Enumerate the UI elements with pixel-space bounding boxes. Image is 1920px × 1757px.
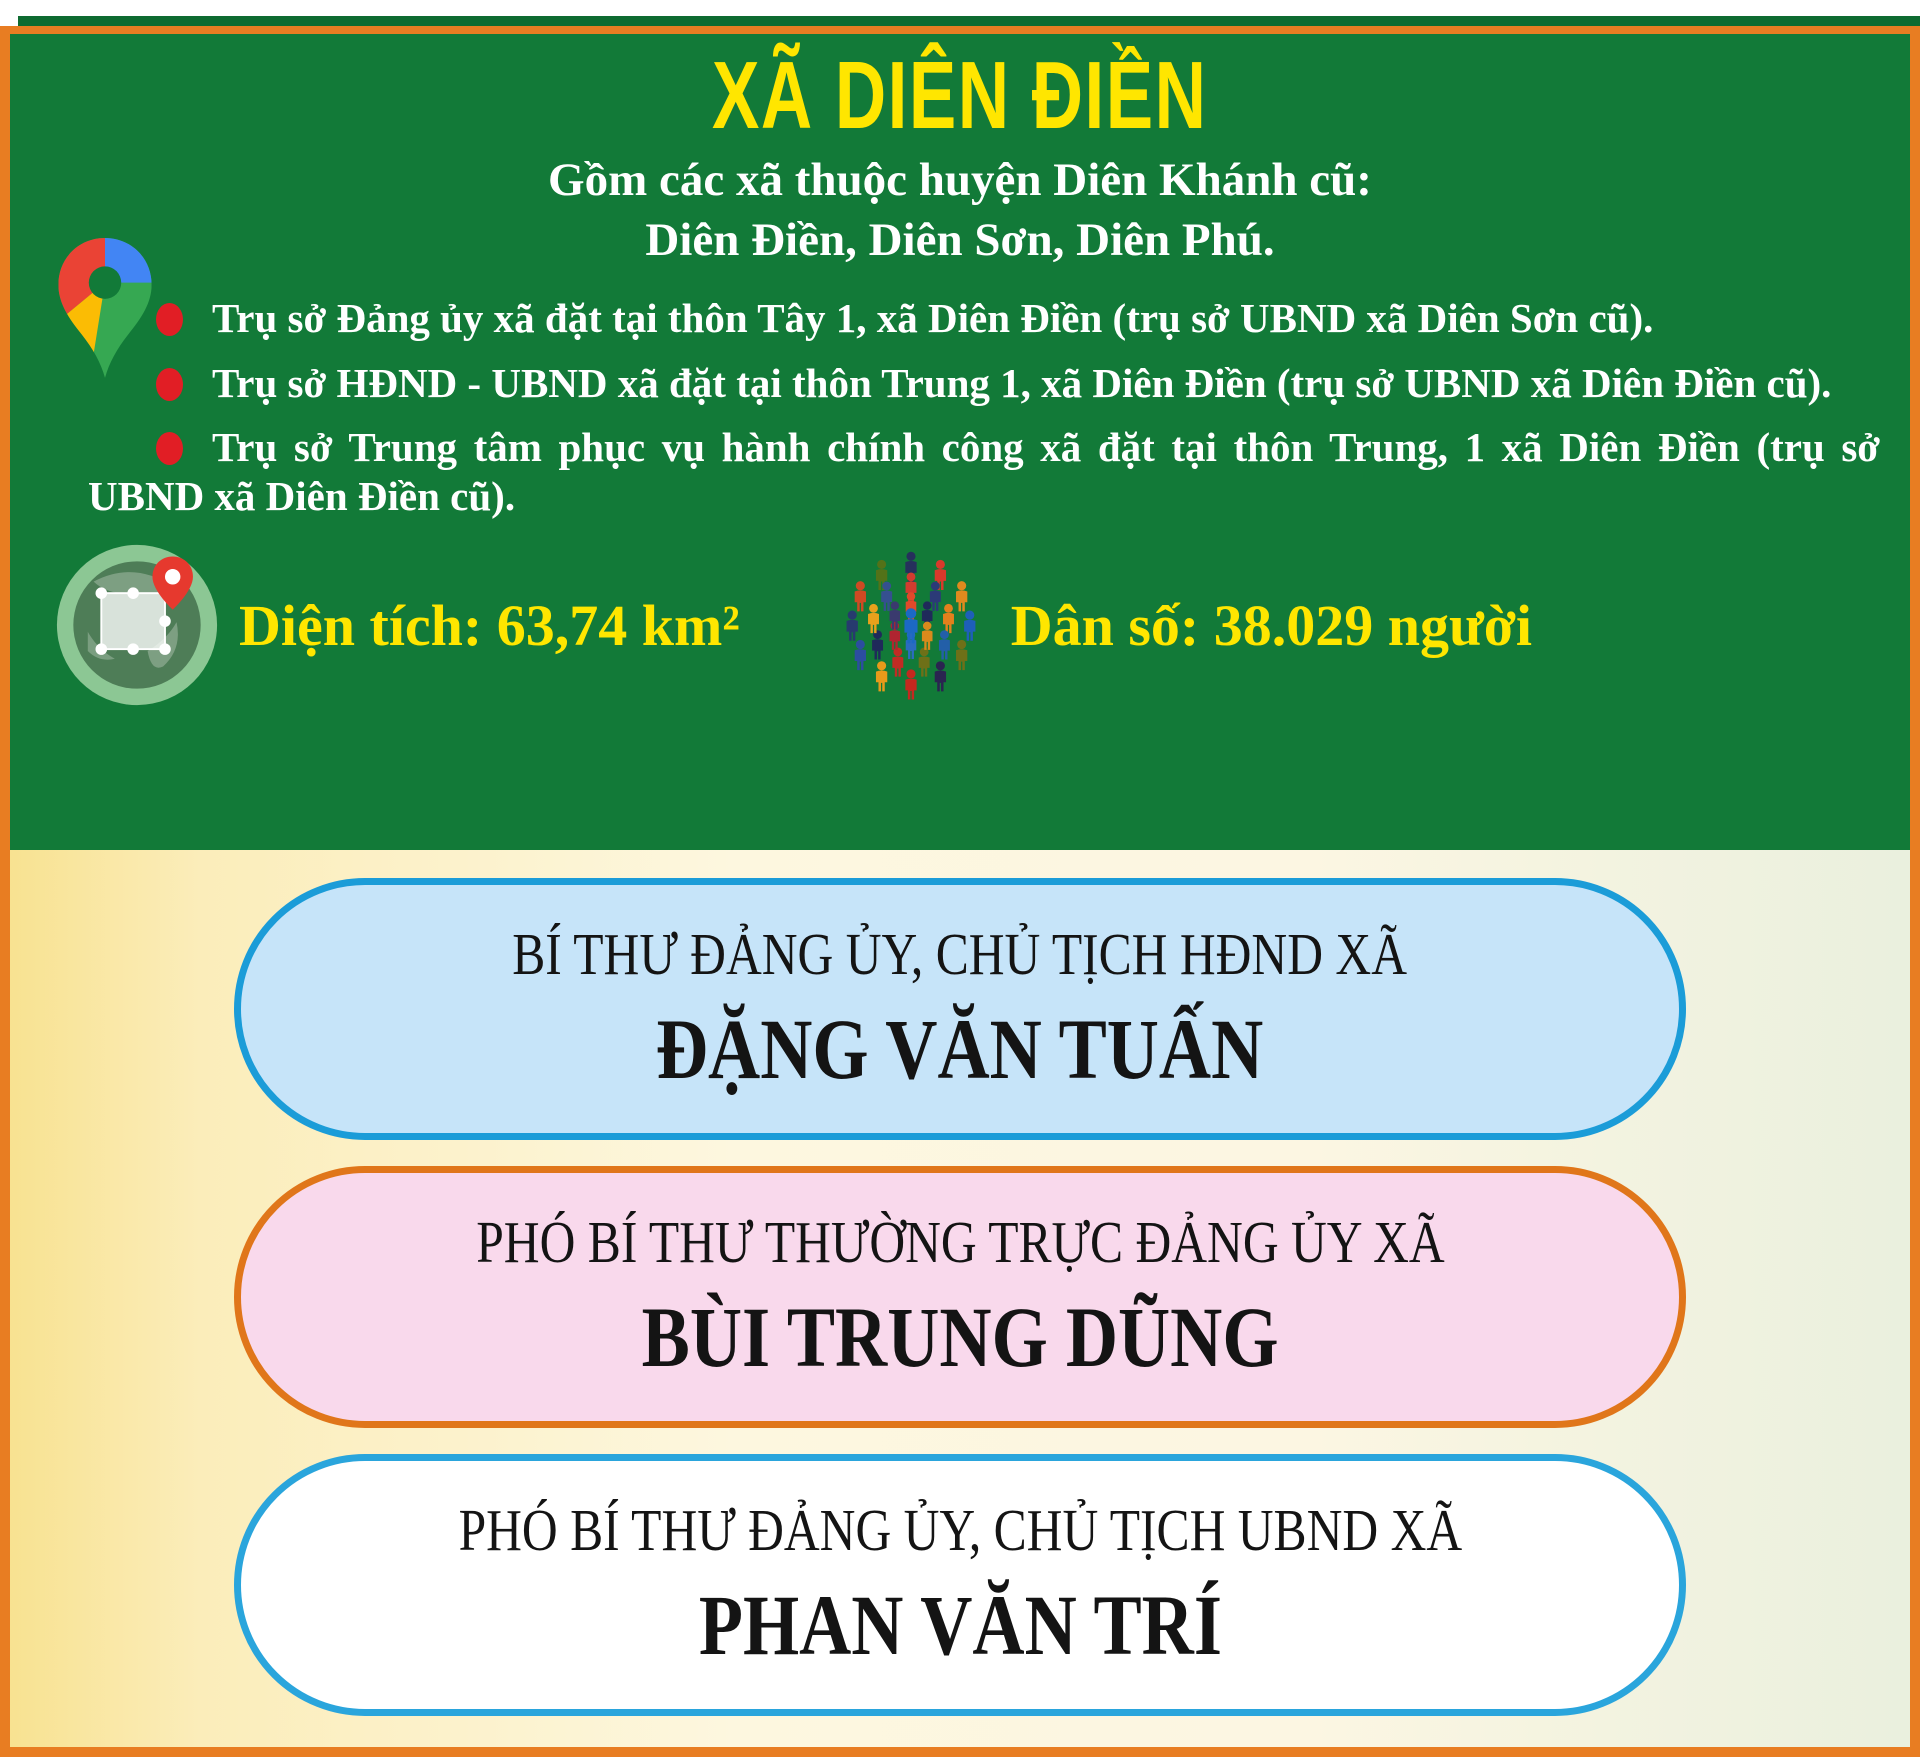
office-locations-list [88, 294, 1880, 521]
official-card-pho-bi-thu-thuong-truc [234, 1166, 1686, 1428]
bullet-item [88, 423, 1880, 521]
bullet-item [88, 359, 1880, 408]
official-card-bi-thu [234, 878, 1686, 1140]
red-dot-bullet-icon [156, 432, 183, 465]
officials-panel [10, 850, 1910, 1747]
top-accent-bar [18, 16, 1920, 26]
official-name [598, 1000, 1321, 1097]
official-name-text: BÙI TRUNG DŨNG [641, 1288, 1279, 1385]
bullet-text: Trụ sở HĐND - UBND xã đặt tại thôn Trung 1, xã Diên Điền (trụ sở UBND xã Diên Điền cũ). [212, 359, 1832, 406]
official-title-text: PHÓ BÍ THƯ THƯỜNG TRỰC ĐẢNG ỦY XÃ [475, 1208, 1445, 1275]
page-title [10, 42, 1910, 149]
area-measure-globe-icon [55, 543, 219, 707]
official-card-pho-bi-thu-chu-tich [234, 1454, 1686, 1716]
official-name [649, 1576, 1272, 1673]
population-crowd-icon [835, 549, 987, 701]
official-title-text: PHÓ BÍ THƯ ĐẢNG ỦY, CHỦ TỊCH UBND XÃ [458, 1496, 1462, 1563]
official-title-text: BÍ THƯ ĐẢNG ỦY, CHỦ TỊCH HĐND XÃ [512, 920, 1408, 987]
population-stat: Dân số: 38.029 người [1010, 592, 1533, 658]
area-stat: Diện tích: 63,74 km² [239, 592, 740, 658]
subtitle-line-1: Gồm các xã thuộc huyện Diên Khánh cũ: [548, 154, 1372, 206]
bullet-item [88, 294, 1880, 343]
bullet-text: Trụ sở Đảng ủy xã đặt tại thôn Tây 1, xã Diên Điền (trụ sở UBND xã Diên Sơn cũ). [212, 295, 1654, 342]
orange-frame [0, 26, 1920, 1757]
stats-row [10, 543, 1910, 707]
official-title [384, 1208, 1537, 1275]
official-title [363, 1496, 1558, 1563]
page-title-text: XÃ DIÊN ĐIỀN [712, 42, 1208, 149]
official-name-text: PHAN VĂN TRÍ [698, 1576, 1222, 1673]
official-name-text: ĐẶNG VĂN TUẤN [656, 1000, 1264, 1097]
google-maps-pin-icon [52, 234, 158, 384]
red-dot-bullet-icon [156, 303, 183, 336]
subtitle [10, 150, 1910, 270]
header-panel [10, 34, 1910, 850]
official-title [427, 920, 1492, 987]
subtitle-line-2: Diên Điền, Diên Sơn, Diên Phú. [645, 214, 1275, 267]
bullet-text: Trụ sở Trung tâm phục vụ hành chính công xã đặt tại thôn Trung, 1 xã Diên Điền (trụ sở UBND xã Diên Điền cũ). [88, 423, 1880, 519]
red-dot-bullet-icon [156, 368, 183, 401]
official-name [581, 1288, 1339, 1385]
